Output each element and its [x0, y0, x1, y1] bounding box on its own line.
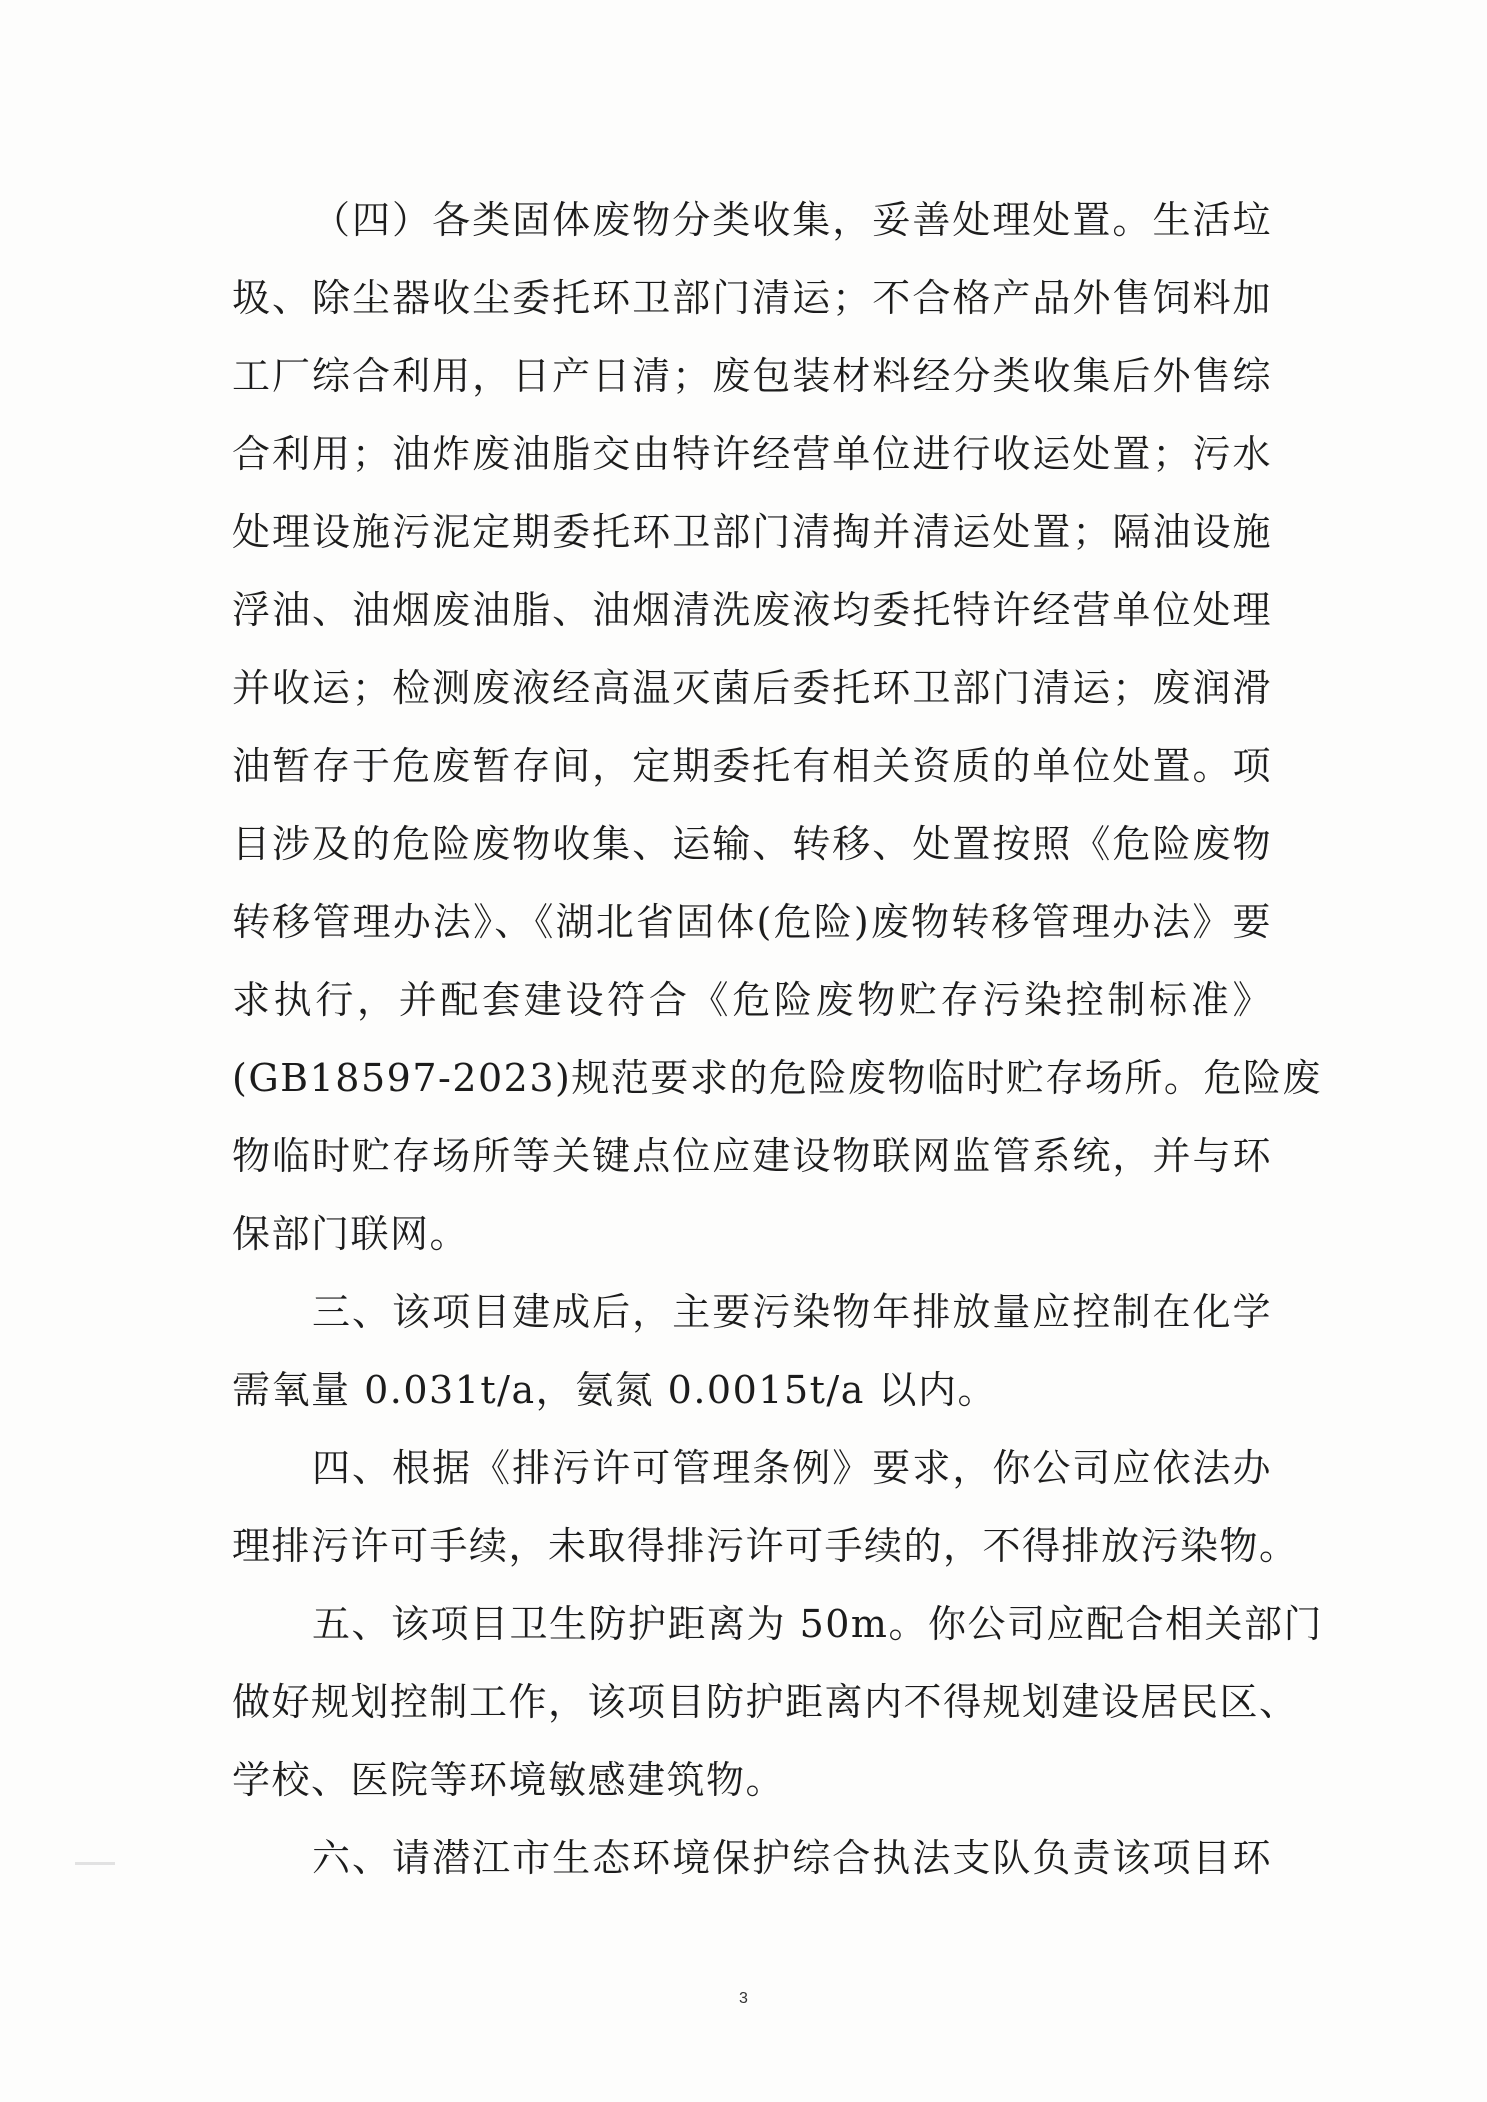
section-4-line-1: 四、根据《排污许可管理条例》要求，你公司应依法办: [312, 1446, 1272, 1490]
paragraph-4-line-13: 物临时贮存场所等关键点位应建设物联网监管系统，并与环: [232, 1134, 1272, 1178]
paragraph-4-line-11: 求执行，并配套建设符合《危险废物贮存污染控制标准》: [232, 978, 1272, 1022]
paragraph-4-line-8: 油暂存于危废暂存间，定期委托有相关资质的单位处置。项: [232, 744, 1272, 788]
paragraph-4-line-7: 并收运；检测废液经高温灭菌后委托环卫部门清运；废润滑: [232, 666, 1272, 710]
paragraph-4-line-9: 目涉及的危险废物收集、运输、转移、处置按照《危险废物: [232, 822, 1272, 866]
paragraph-4-line-5: 处理设施污泥定期委托环卫部门清掏并清运处置；隔油设施: [232, 510, 1272, 554]
paragraph-4-line-12: (GB18597-2023)规范要求的危险废物临时贮存场所。危险废: [232, 1056, 1322, 1100]
paragraph-4-line-3: 工厂综合利用，日产日清；废包装材料经分类收集后外售综: [232, 354, 1272, 398]
scan-artifact: [75, 1862, 115, 1865]
paragraph-4-line-14: 保部门联网。: [232, 1212, 470, 1256]
paragraph-4-line-2: 圾、除尘器收尘委托环卫部门清运；不合格产品外售饲料加: [232, 276, 1272, 320]
section-3-line-2: 需氧量 0.031t/a，氨氮 0.0015t/a 以内。: [232, 1368, 997, 1412]
page-number: 3: [739, 1990, 748, 2007]
paragraph-4-line-10: 转移管理办法》、《湖北省固体(危险)废物转移管理办法》要: [232, 900, 1272, 944]
section-3-line-1: 三、该项目建成后，主要污染物年排放量应控制在化学: [312, 1290, 1272, 1334]
paragraph-4-line-4: 合利用；油炸废油脂交由特许经营单位进行收运处置；污水: [232, 432, 1272, 476]
section-5-line-2: 做好规划控制工作，该项目防护距离内不得规划建设居民区、: [232, 1680, 1299, 1724]
section-6-line-1: 六、请潜江市生态环境保护综合执法支队负责该项目环: [312, 1836, 1272, 1880]
section-5-line-1: 五、该项目卫生防护距离为 50m。你公司应配合相关部门: [312, 1602, 1323, 1646]
section-5-line-3: 学校、医院等环境敏感建筑物。: [232, 1758, 786, 1802]
section-4-line-2: 理排污许可手续，未取得排污许可手续的，不得排放污染物。: [232, 1524, 1299, 1568]
paragraph-4-line-6: 浮油、油烟废油脂、油烟清洗废液均委托特许经营单位处理: [232, 588, 1272, 632]
paragraph-4-line-1: （四）各类固体废物分类收集，妥善处理处置。生活垃: [312, 198, 1272, 242]
